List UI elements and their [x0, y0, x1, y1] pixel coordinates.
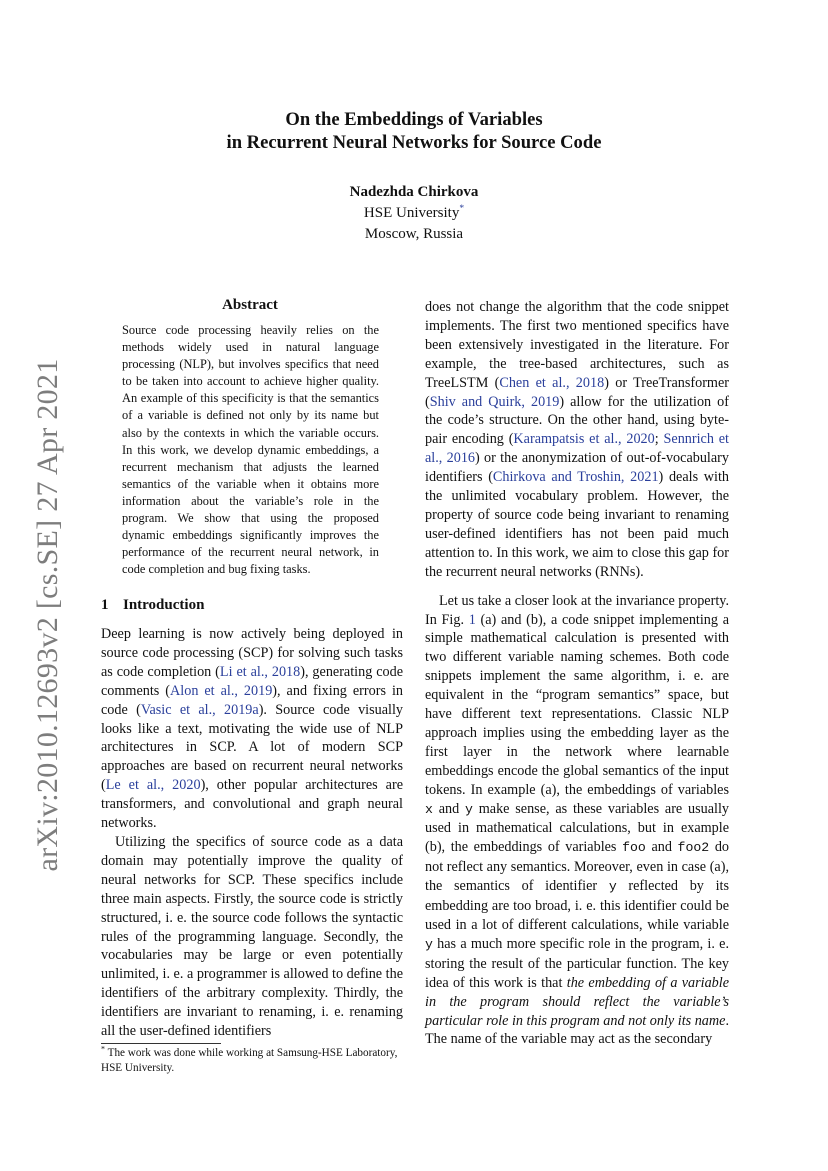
inline-code: y: [425, 936, 433, 952]
text-run: has a much more specific role in the program, i. e. storing the result of the particular function. The key idea of this work is that: [425, 935, 729, 991]
left-paragraph-2: Utilizing the specifics of source code as a data domain may potentially improve the quality of neural networks for SCP. These specifics include three main aspects. Firstly, the source code is strictly structured, i. e. the source code follows the syntactic rules of the programming language. Secondly, the vocabularies may be large or even potentially unlimited, i. e. a programmer is allowed to define the identifiers of the arbitrary complexity. Thirdly, the identifiers are invariant to renaming, i. e. renaming all the user-defined identifiers: [101, 833, 403, 1040]
text-run: and: [645, 839, 678, 856]
citation-link[interactable]: Sennrich et al., 2016: [425, 431, 729, 467]
text-run: ) deals with the unlimited vocabulary problem. However, the property of source code being invariant to renaming user-defined identifiers has not been paid much attention to. In this work, we aim to close this gap for the recurrent neural networks (RNNs).: [425, 469, 729, 580]
right-paragraph-1: [425, 298, 729, 582]
footnote-divider: [101, 1043, 221, 1044]
inline-code: y: [608, 879, 617, 895]
title-line-2: in Recurrent Neural Networks for Source Code: [226, 132, 602, 153]
abstract-body: Source code processing heavily relies on the methods widely used in natural language processing (NLP), but involves specifics that need to be taken into account to achieve higher quality. An example of this specificity is that the semantics of a variable is defined not only by its name but also by the contexts in which the variable occurs. In this work, we develop dynamic embeddings, a recurrent mechanism that adjusts the learned semantics of the variable when it obtains more information about the variable’s role in the program. We show that using the proposed dynamic embeddings significantly improves the performance of the recurrent neural network, in code completion and bug fixing tasks.: [122, 323, 379, 577]
text-run: reflected by its embedding are too broad, i. e. this identifier could be used in a lot of different calculations, while variable: [425, 878, 729, 933]
text-run: ) or TreeTransformer (: [425, 374, 729, 410]
text-run: make sense, as these variables are usually used in mathematical calculations, but in example (b), the embeddings of variables: [425, 800, 729, 856]
section-heading-introduction: [101, 597, 204, 614]
figure-reference-link[interactable]: 1: [468, 611, 476, 628]
affiliation-footnote-link[interactable]: *: [459, 204, 465, 214]
text-run: ), generating code comments (: [101, 663, 403, 699]
arxiv-side-stamp: arXiv:2010.12693v2 [cs.SE] 27 Apr 2021: [31, 358, 64, 872]
author-location: Moscow, Russia: [364, 226, 464, 242]
text-run: (a) and (b), a code snippet implementing a simple mathematical calculation is presented with two different variable naming schemes. Both code snippets implement the same algorithm, i. e. are equivalent in the “program semantics” space, but have different text representations. Classic NLP approach implies using the embedding layer as the first layer in the network where learnable embeddings encode the global semantics of the input tokens. In example (a), the embeddings of variables: [425, 611, 729, 798]
text-run: ). Source code visually looks like a text, motivating the wide use of NLP architectures in SCP. A lot of modern SCP approaches are based on recurrent neural networks (: [101, 701, 403, 794]
text-run: ;: [654, 431, 664, 448]
right-paragraph-2: [425, 592, 729, 1050]
citation-link[interactable]: Chen et al., 2018: [499, 374, 605, 391]
inline-code: y: [465, 801, 473, 817]
right-column: [425, 298, 729, 1049]
author-affiliation: HSE University: [363, 205, 460, 221]
text-run: Deep learning is now actively being deployed in source code processing (SCP) for solving such tasks as code completion (: [101, 626, 403, 680]
author-affiliation-line: [0, 203, 828, 224]
citation-link[interactable]: Shiv and Quirk, 2019: [429, 393, 560, 410]
text-run: do not reflect any semantics. Moreover, even in case (a), the semantics of identifier: [425, 839, 730, 895]
text-run: ) allow for the utilization of the code’s structure. On the other hand, using byte-pair encoding (: [425, 393, 730, 448]
left-paragraph-1: [101, 625, 403, 833]
text-run: ), other popular architectures are transformers, and convolutional and graph neural networks.: [101, 777, 403, 832]
citation-link[interactable]: Karampatsis et al., 2020: [513, 431, 655, 448]
text-run: Let us take a closer look at the invariance property. In Fig.: [425, 592, 729, 628]
author-name: Nadezhda Chirkova: [349, 184, 479, 200]
citation-link[interactable]: Vasic et al., 2019a: [140, 701, 259, 718]
author-block: [0, 182, 828, 245]
inline-code: foo2: [677, 840, 710, 856]
footnote-text: The work was done while working at Samsung-HSE Laboratory, HSE University.: [101, 1047, 398, 1074]
left-column: [101, 625, 403, 1041]
footnote: [101, 1046, 403, 1076]
abstract-heading: Abstract: [222, 297, 278, 313]
section-number: 1: [101, 597, 109, 613]
inline-code: foo: [622, 840, 646, 856]
section-title: Introduction: [123, 597, 205, 613]
emphasized-text: the embedding of a variable in the program should reflect the variable’s particular role in this program and not only its name: [425, 974, 730, 1029]
citation-link[interactable]: Le et al., 2020: [105, 777, 201, 794]
inline-code: x: [425, 801, 433, 817]
paper-title: [0, 108, 828, 154]
citation-link[interactable]: Chirkova and Troshin, 2021: [492, 469, 659, 486]
footnote-mark: *: [101, 1044, 105, 1054]
text-run: ), and fixing errors in code (: [101, 682, 403, 718]
title-line-1: On the Embeddings of Variables: [285, 109, 543, 130]
text-run: ) or the anonymization of out-of-vocabulary identifiers (: [425, 450, 729, 486]
text-run: does not change the algorithm that the code snippet implements. The first two mentioned specifics have been extensively investigated in the literature. For example, the tree-based architectures, such as TreeLSTM (: [425, 299, 729, 391]
citation-link[interactable]: Alon et al., 2019: [170, 682, 273, 699]
text-run: . The name of the variable may act as the secondary: [425, 1012, 729, 1048]
text-run: and: [432, 800, 466, 817]
citation-link[interactable]: Li et al., 2018: [219, 663, 301, 680]
